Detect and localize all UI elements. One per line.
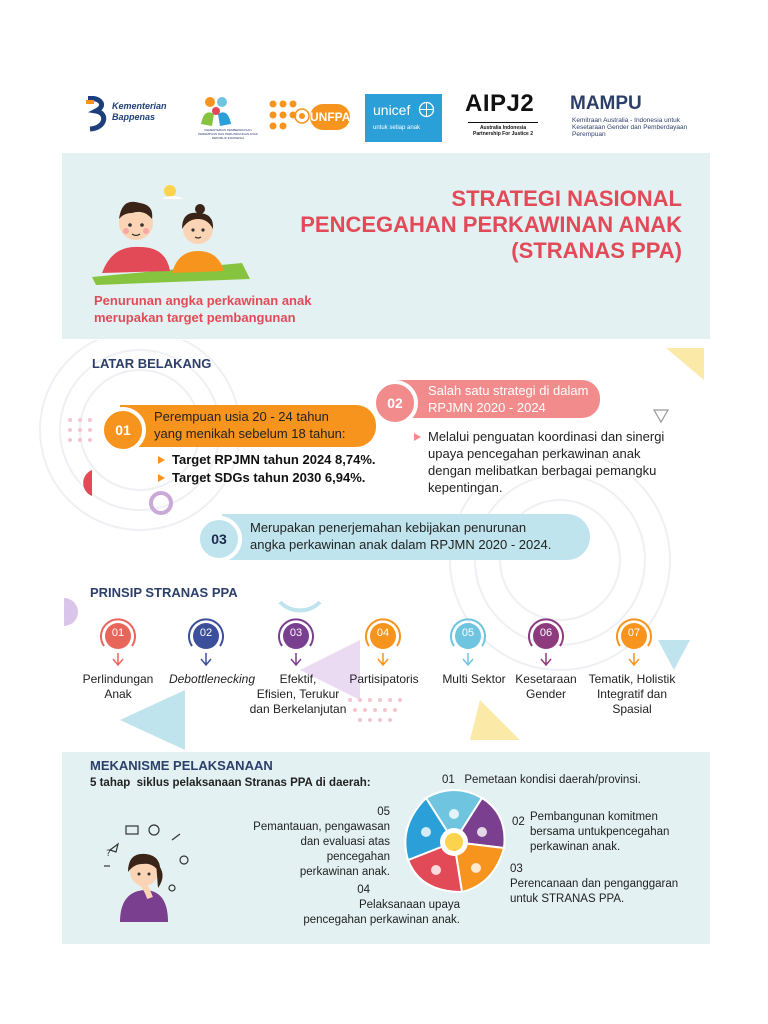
bullet-triangle-icon <box>158 456 165 464</box>
prinsip-number: 02 <box>199 627 213 639</box>
bappenas-logo-icon <box>84 96 110 132</box>
title-line-3: (STRANAS PPA) <box>511 238 682 263</box>
prinsip-label: Multi Sektor <box>442 672 506 686</box>
svg-text:?: ? <box>106 849 111 859</box>
prinsip-pin-icon <box>186 618 226 668</box>
prinsip-pin-icon <box>526 618 566 668</box>
un-emblem-icon <box>294 108 310 124</box>
latar-bullet-1: Target RPJMN tahun 2024 8,74%. <box>158 451 376 469</box>
prinsip-item-03 <box>276 618 316 668</box>
latar-item-01-text: Perempuan usia 20 - 24 tahun yang menikah sebelum 18 tahun: <box>120 405 376 447</box>
prinsip-pin-icon <box>276 618 316 668</box>
prinsip-pin-icon <box>363 618 403 668</box>
latar-item-02-badge: 02 <box>372 380 418 426</box>
cycle-diagram-icon <box>396 788 512 896</box>
prinsip-heading: PRINSIP STRANAS PPA <box>90 585 238 600</box>
prinsip-label: Debottlenecking <box>168 672 256 686</box>
prinsip-number: 05 <box>461 627 475 639</box>
prinsip-number: 03 <box>289 627 303 639</box>
latar-item-02-bullet: Melalui penguatan koordinasi dan sinergi upaya pencegahan perkawinan anak dengan melibatkan berbagai pemangku kepentingan. <box>414 428 704 496</box>
aipj2-logo-caption: Australia Indonesia Partnership For Justice 2 <box>468 122 538 137</box>
prinsip-label: Perlindungan Anak <box>82 672 154 701</box>
prinsip-item-02 <box>186 618 226 668</box>
mekanisme-step-05: 05 Pemantauan, pengawasan dan evaluasi atas pencegahan perkawinan anak. <box>253 806 390 878</box>
unicef-globe-icon <box>418 101 435 118</box>
prinsip-number: 04 <box>376 627 390 639</box>
prinsip-pin-icon <box>614 618 654 668</box>
aipj2-logo-text: AIPJ2 <box>465 90 535 117</box>
latar-item-01-bullets <box>158 451 376 487</box>
prinsip-pin-icon <box>448 618 488 668</box>
prinsip-item-04 <box>363 618 403 668</box>
prinsip-label: Tematik, Holistik Integratif dan Spasial <box>588 672 676 716</box>
thinking-girl-illustration-icon <box>96 822 196 922</box>
unicef-logo <box>365 94 442 142</box>
mekanisme-step-02: Pembangunan komitmen bersama untukpencegahan perkawinan anak. <box>530 811 670 853</box>
title-line-1: STRATEGI NASIONAL <box>451 186 682 211</box>
prinsip-item-01 <box>98 618 138 668</box>
mampu-logo-text: MAMPU <box>570 93 642 114</box>
mekanisme-step-03: 03 Perencanaan dan penganggaran untuk STRANAS PPA. <box>510 863 679 905</box>
prinsip-item-07 <box>614 618 654 668</box>
unicef-logo-text: unicef <box>373 102 411 118</box>
latar-item-02-text: Salah satu strategi di dalam RPJMN 2020 - 2024 adalah: <box>396 380 600 418</box>
prinsip-item-05 <box>448 618 488 668</box>
prinsip-pin-icon <box>98 618 138 668</box>
page-subtitle: Penurunan angka perkawinan anak merupakan target pembangunan <box>94 293 312 325</box>
prinsip-item-06 <box>526 618 566 668</box>
kpppa-logo-caption: KEMENTERIAN PEMBERDAYAAN PEREMPUAN DAN PERLINDUNGAN ANAK REPUBLIK INDONESIA <box>198 128 258 140</box>
prinsip-label: Kesetaraan Gender <box>515 672 577 701</box>
prinsip-number: 06 <box>539 627 553 639</box>
unicef-tagline: untuk setiap anak <box>373 125 421 131</box>
mekanisme-heading: MEKANISME PELAKSANAAN <box>90 758 273 773</box>
latar-belakang-heading: LATAR BELAKANG <box>92 356 212 371</box>
mekanisme-step-01: 01 Pemetaan kondisi daerah/provinsi. <box>442 774 641 786</box>
latar-item-01-badge: 01 <box>100 407 146 453</box>
bappenas-logo-text: Kementerian Bappenas <box>112 101 167 122</box>
children-illustration-icon <box>92 185 252 285</box>
prinsip-label: Partisipatoris <box>349 672 419 686</box>
bullet-triangle-icon <box>158 474 165 482</box>
mampu-logo-caption: Kemitraan Australia - Indonesia untuk Kesetaraan Gender dan Pemberdayaan Perempuan <box>572 117 688 138</box>
prinsip-label: Efektif, Efisien, Terukur dan Berkelanjutan <box>249 672 347 716</box>
mekanisme-subheading: 5 tahap siklus pelaksanaan Stranas PPA di daerah: <box>90 777 371 789</box>
prinsip-number: 01 <box>111 627 125 639</box>
unfpa-logo-text: UNFPA <box>310 104 350 130</box>
prinsip-number: 07 <box>627 627 641 639</box>
mekanisme-step-02-num: 02 <box>512 816 525 828</box>
mekanisme-step-04: 04 Pelaksanaan upaya pencegahan perkawinan anak. <box>303 884 460 926</box>
latar-bullet-2: Target SDGs tahun 2030 6,94%. <box>158 469 376 487</box>
page-title <box>268 186 682 264</box>
kpppa-logo-icon <box>198 94 234 128</box>
latar-item-03-badge: 03 <box>196 516 242 562</box>
latar-item-03-text: Merupakan penerjemahan kebijakan penurunan angka perkawinan anak dalam RPJMN 2020 - 2024. <box>222 514 590 560</box>
bullet-triangle-icon <box>414 433 421 441</box>
title-line-2: PENCEGAHAN PERKAWINAN ANAK <box>300 212 682 237</box>
